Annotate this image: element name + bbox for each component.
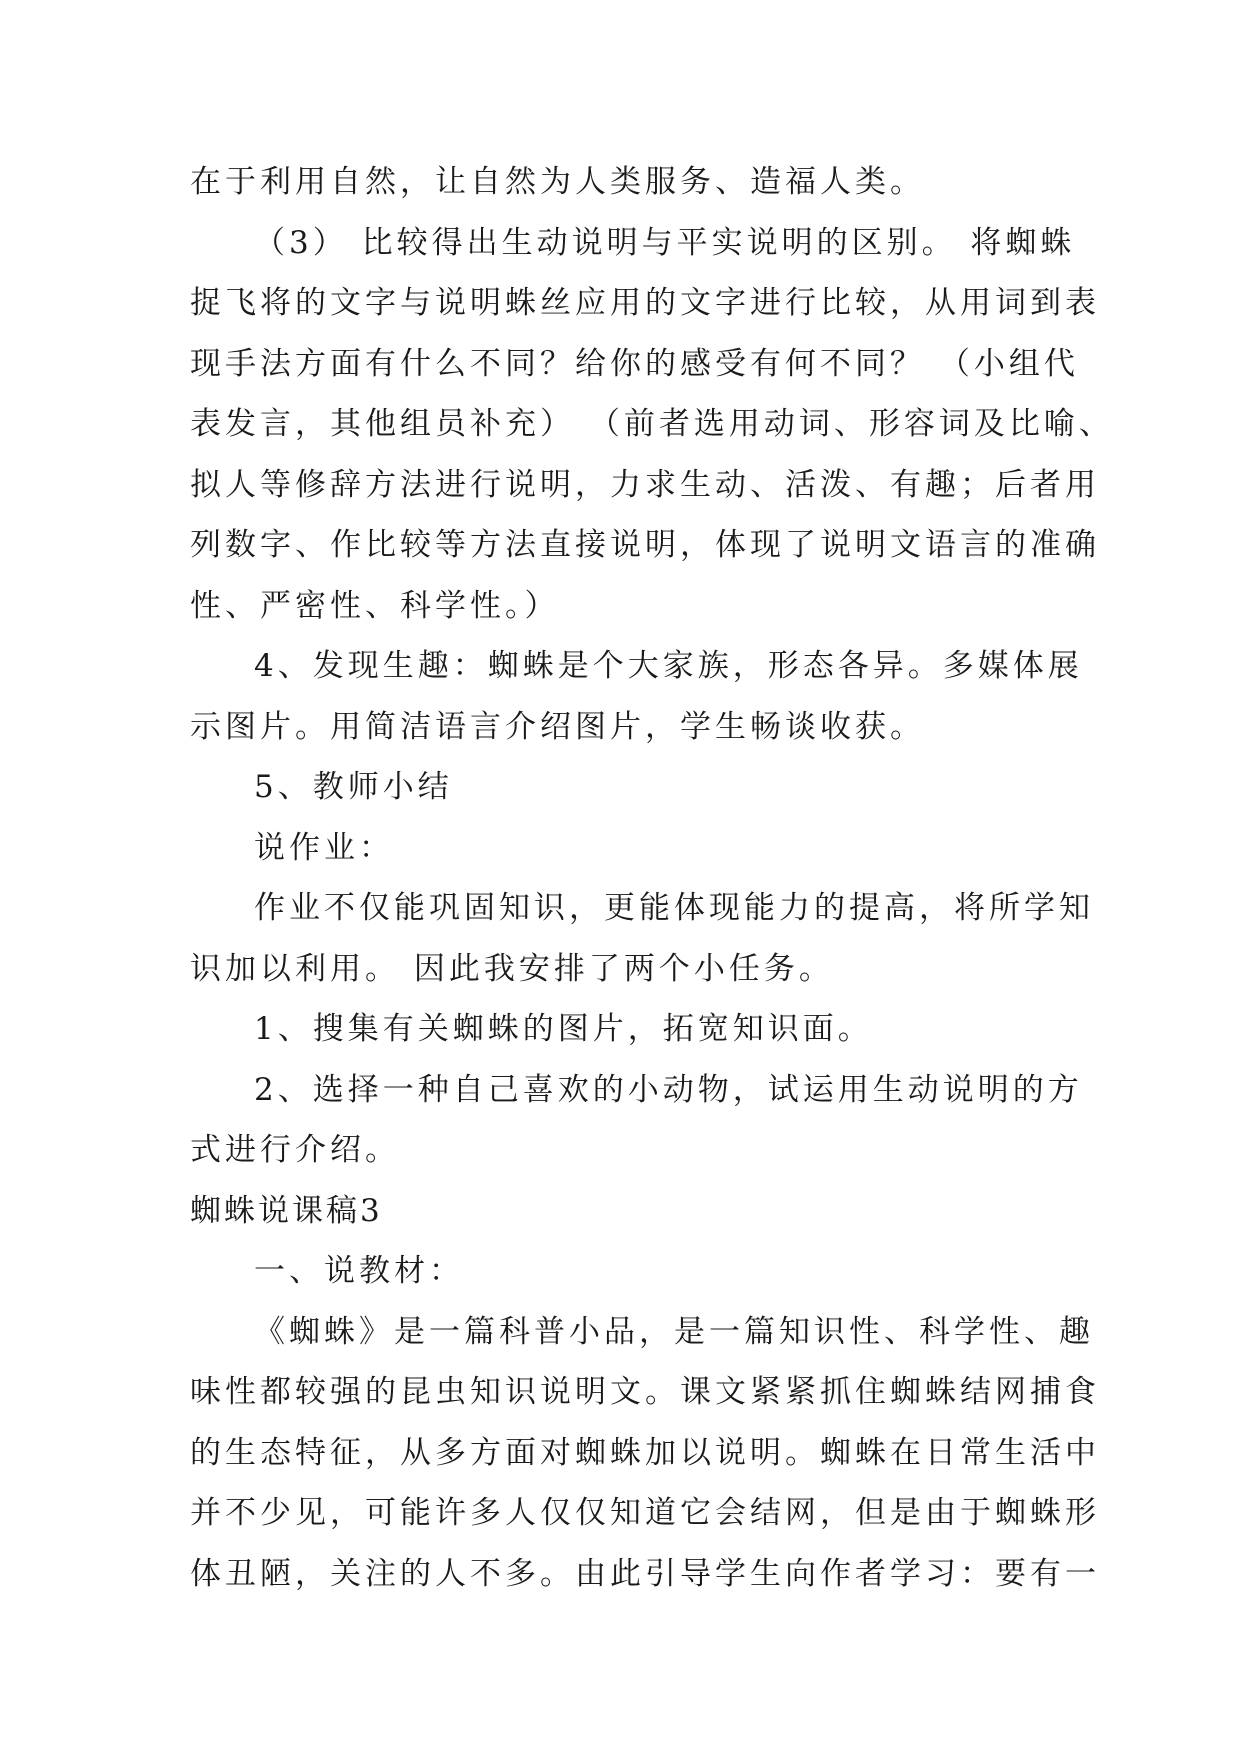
text-line: 列数字、作比较等方法直接说明，体现了说明文语言的准确: [190, 527, 1100, 563]
text-line: 1、搜集有关蜘蛛的图片，拓宽知识面。: [254, 1011, 873, 1047]
text-line: 式进行介绍。: [190, 1132, 400, 1168]
text-line: 4、发现生趣：蜘蛛是个大家族，形态各异。多媒体展: [254, 648, 1083, 684]
text-line: 一、说教材：: [254, 1253, 464, 1289]
text-line: 《蜘蛛》是一篇科普小品，是一篇知识性、科学性、趣: [254, 1313, 1094, 1350]
text-line: 并不少见，可能许多人仅仅知道它会结网，但是由于蜘蛛形: [190, 1495, 1100, 1531]
text-line: 识加以利用。 因此我安排了两个小任务。: [190, 950, 834, 987]
text-line: 说作业：: [254, 829, 394, 866]
text-line: 示图片。用简洁语言介绍图片，学生畅谈收获。: [190, 708, 925, 745]
text-line: 捉飞将的文字与说明蛛丝应用的文字进行比较，从用词到表: [190, 285, 1100, 321]
text-line: 性、严密性、科学性。）: [190, 587, 560, 624]
text-line: 2、选择一种自己喜欢的小动物，试运用生动说明的方: [254, 1071, 1083, 1108]
text-line: 味性都较强的昆虫知识说明文。课文紧紧抓住蜘蛛结网捕食: [190, 1374, 1100, 1410]
text-line: 表发言，其他组员补充） （前者选用动词、形容词及比喻、: [190, 406, 1114, 442]
text-line: 的生态特征，从多方面对蜘蛛加以说明。蜘蛛在日常生活中: [190, 1434, 1100, 1471]
text-line: 拟人等修辞方法进行说明，力求生动、活泼、有趣；后者用: [190, 466, 1100, 503]
document-page: [190, 152, 1114, 1604]
section-heading: 蜘蛛说课稿3: [190, 1192, 383, 1229]
text-line: 现手法方面有什么不同？给你的感受有何不同？ （小组代: [190, 345, 1079, 382]
text-line: 在于利用自然，让自然为人类服务、造福人类。: [190, 164, 925, 200]
text-line: 5、教师小结: [254, 769, 453, 805]
text-line: 作业不仅能巩固知识，更能体现能力的提高，将所学知: [254, 890, 1094, 926]
text-line: （3） 比较得出生动说明与平实说明的区别。 将蜘蛛: [254, 224, 1076, 261]
text-line: 体丑陋，关注的人不多。由此引导学生向作者学习：要有一: [190, 1555, 1100, 1592]
